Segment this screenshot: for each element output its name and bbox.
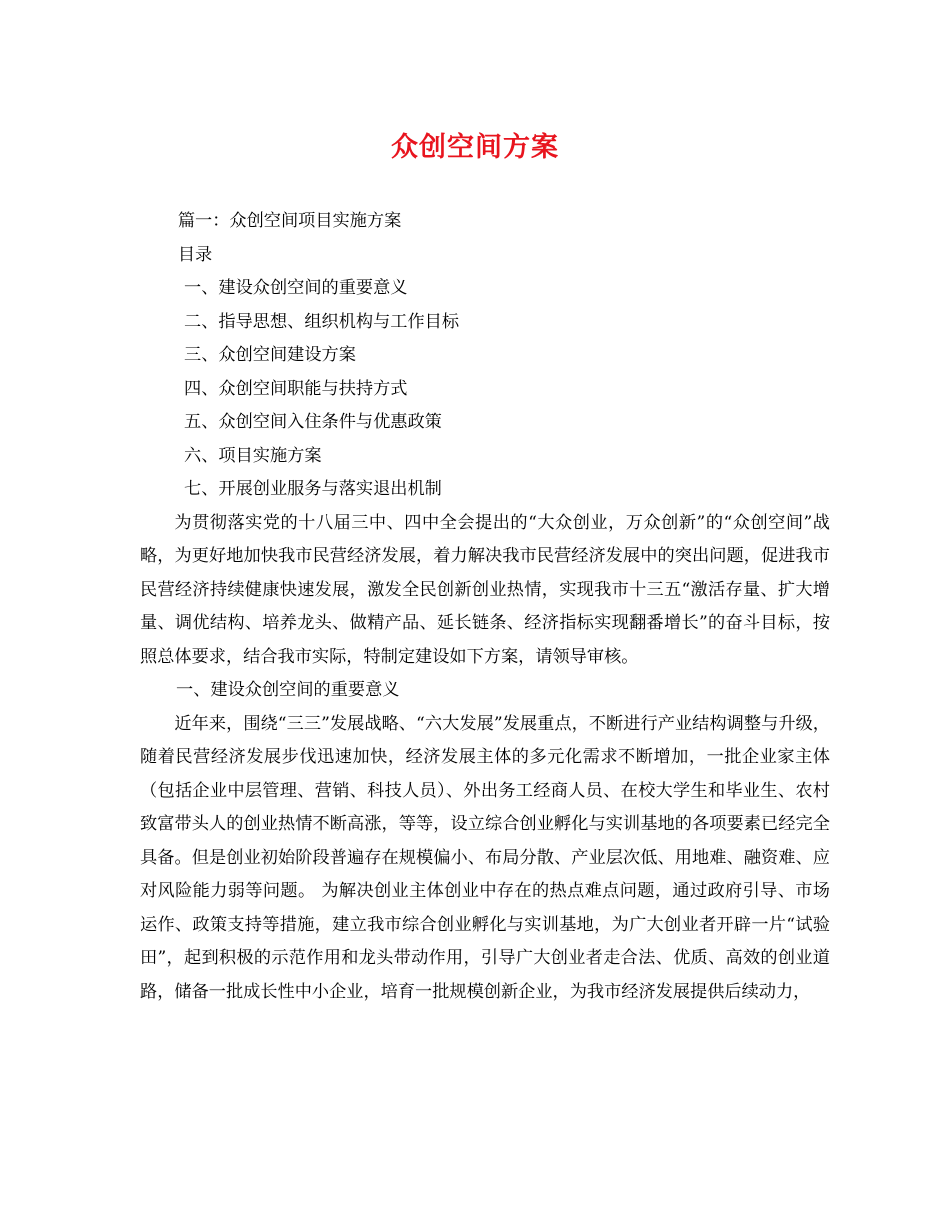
chapter-paragraph: 近年来，围绕“三三”发展战略、“六大发展”发展重点，不断进行产业结构调整与升级，随着民营经济发展步伐迅速加快，经济发展主体的多元化需求不断增加，一批企业家主体（包括企业中层管理、营销、科技人员）、外出务工经商人员、在校大学生和毕业生、农村致富带头人的创业热情不断高涨，等等，设立综合创业孵化与实训基地的各项要素已经完全具备。但是创业初始阶段普遍存在规模偏小、布局分散、产业层次低、用地难、融资难、应对风险能力弱等问题。 为解决创业主体创业中存在的热点难点问题，通过政府引导、市场运作、政策支持等措施，建立我市综合创业孵化与实训基地，为广大创业者开辟一片“试验田”，起到积极的示范作用和龙头带动作用，引导广大创业者走合法、优质、高效的创业道路，储备一批成长性中小企业，培育一批规模创新企业，为我市经济发展提供后续动力， [140, 713, 830, 1002]
chapter-heading: 一、建设众创空间的重要意义 [176, 680, 400, 700]
document-body [140, 205, 830, 1009]
toc-label: 目录 [177, 244, 213, 265]
toc-item: 一、建设众创空间的重要意义 [184, 278, 408, 298]
table-of-contents [140, 272, 830, 507]
document-title: 众创空间方案 [391, 132, 559, 163]
toc-item: 五、众创空间入住条件与优惠政策 [184, 412, 442, 432]
toc-item: 二、指导思想、组织机构与工作目标 [184, 311, 460, 332]
toc-item: 四、众创空间职能与扶持方式 [184, 378, 408, 399]
toc-item: 六、项目实施方案 [184, 445, 322, 466]
toc-item: 七、开展创业服务与落实退出机制 [184, 479, 442, 499]
toc-item: 三、众创空间建设方案 [184, 345, 356, 365]
intro-paragraph: 为贯彻落实党的十八届三中、四中全会提出的“大众创业，万众创新”的“众创空间”战略，为更好地加快我市民营经济发展，着力解决我市民营经济发展中的突出问题，促进我市民营经济持续健康快速发展，激发全民创新创业热情，实现我市十三五“激活存量、扩大增量、调优结构、培养龙头、做精产品、延长链条、经济指标实现翻番增长”的奋斗目标，按照总体要求，结合我市实际，特制定建设如下方案，请领导审核。 [140, 512, 830, 667]
section-heading: 篇一：众创空间项目实施方案 [177, 211, 402, 231]
